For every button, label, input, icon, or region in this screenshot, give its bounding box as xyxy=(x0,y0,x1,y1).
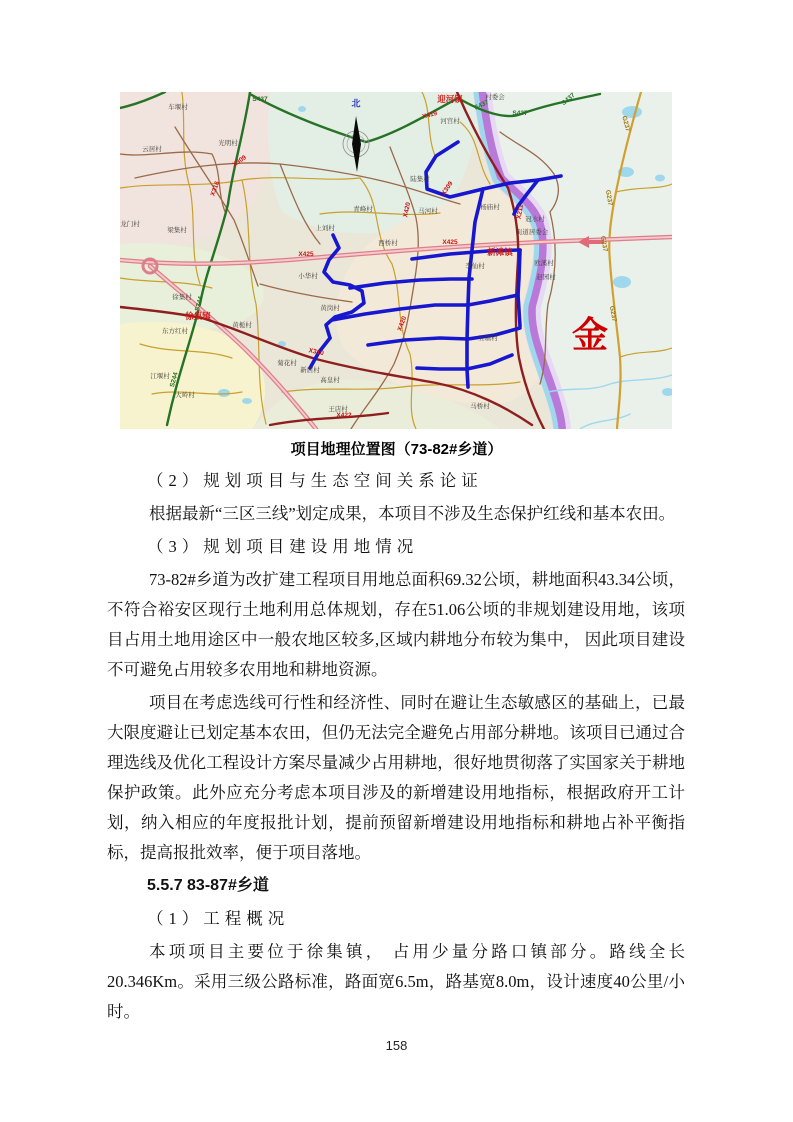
map-label: 金 xyxy=(571,315,609,355)
heading-eco-space-relation: （2）规划项目与生态空间关系论证 xyxy=(147,471,483,490)
map-label: S437 xyxy=(560,92,577,107)
map-label: 小华村 xyxy=(298,272,318,280)
map-label: 大岭村 xyxy=(175,391,195,399)
map-label: 东方红村 xyxy=(162,327,188,335)
map-label: 高皇村 xyxy=(320,376,340,384)
map-label: 车堰村 xyxy=(168,103,188,111)
map-label: 王店村 xyxy=(328,405,348,413)
map-label: X309 xyxy=(231,154,248,169)
map-label: G237 xyxy=(607,305,618,323)
map-label: X310 xyxy=(308,347,325,358)
map-label: 马河村 xyxy=(418,207,438,215)
map-label: 梁集村 xyxy=(167,226,187,234)
map-label: X422 xyxy=(336,411,352,419)
para-land-use-1: 73-82#乡道为改扩建工程项目用地总面积69.32公顷，耕地面积43.34公顷，不符合裕安区现行土地利用总体规划，存在51.06公顷的非规划建设用地，该项目占用土地用途区中一般农地区较多,区域内耕地分布较为集中， 因此项目建设不可避免占用较多农用地和耕地资源。 xyxy=(107,570,685,679)
map-label: S244 xyxy=(193,295,205,313)
para-project-overview: 本项项目主要位于徐集镇， 占用少量分路口镇部分。路线全长20.346Km。采用三级公路标准，路面宽6.5m，路基宽8.0m，设计速度40公里/小时。 xyxy=(107,942,685,1021)
heading-construction-land: （3）规划项目建设用地情况 xyxy=(147,537,419,556)
document-body xyxy=(107,466,685,1027)
map-label: X420 xyxy=(402,201,413,218)
map-label: 新滩镇 xyxy=(487,246,513,257)
map-label: X316 xyxy=(209,180,222,198)
map-label: X309 xyxy=(440,180,455,197)
map-label: X420 xyxy=(396,315,409,333)
map-label: 迎河镇 xyxy=(437,93,463,104)
map-label: 青峰村 xyxy=(353,205,373,213)
map-label: 马桥村 xyxy=(470,402,490,410)
map-label: S244 xyxy=(168,371,180,389)
map-label: X425 xyxy=(442,238,458,246)
map-label: S437 xyxy=(473,98,491,112)
map-label: 赵园村 xyxy=(536,273,556,281)
map-label: X211 xyxy=(515,203,525,220)
heading-project-overview: （1）工程概况 xyxy=(147,909,290,928)
map-label: 杨庙村 xyxy=(480,203,500,211)
map-label: 村委会 xyxy=(485,93,505,101)
map-label: 黄岗村 xyxy=(320,304,340,312)
map-label: 欧溪村 xyxy=(534,259,554,267)
para-eco-space: 根据最新“三区三线”划定成果，本项目不涉及生态保护红线和基本农田。 xyxy=(149,504,676,523)
map-label: 李仙村 xyxy=(465,262,485,270)
map-label: S437 xyxy=(252,95,268,103)
map-label: 徐集镇 xyxy=(185,310,211,321)
map-label: 江堰村 xyxy=(150,372,170,380)
map-label: 陆集村 xyxy=(410,175,430,183)
map-label: 菊花村 xyxy=(277,359,297,367)
map-label: 冠水村 xyxy=(525,215,545,223)
project-location-map xyxy=(120,92,672,429)
map-label: S437 xyxy=(512,109,528,117)
map-label: X425 xyxy=(298,250,314,258)
page-number: 158 xyxy=(385,1038,408,1053)
para-land-use-2: 项目在考虑选线可行性和经济性、同时在避让生态敏感区的基础上，已最大限度避让已划定基本农田，但仍无法完全避免占用部分耕地。该项目已通过合理选线及优化工程设计方案尽量减少占用耕地，很好地贯彻落了实国家关于耕地保护政策。此外应充分考虑本项目涉及的新增建设用地指标，根据政府开工计划，纳入相应的年度报批计划，提前预留新增建设用地指标和耕地占补平衡指标，提高报批效率，便于项目落地。 xyxy=(107,693,685,862)
map-label: 五塘村 xyxy=(478,334,498,342)
map-label: G237 xyxy=(598,235,609,253)
map-labels-layer xyxy=(120,92,672,429)
map-label: 龙门村 xyxy=(120,220,140,228)
map-label: G237 xyxy=(603,189,614,207)
map-label: 西桥村 xyxy=(378,239,398,247)
heading-5-5-7: 5.5.7 83-87#乡道 xyxy=(147,877,269,894)
map-label: 新店村 xyxy=(300,366,320,374)
map-label: 徐集村 xyxy=(172,293,192,301)
map-label: 上刘村 xyxy=(315,224,335,232)
figure-caption: 项目地理位置图（73-82#乡道） xyxy=(290,441,503,458)
map-label: 街道居委会 xyxy=(515,228,549,236)
map-label: 云居村 xyxy=(142,145,162,153)
map-label: X419 xyxy=(421,109,439,121)
map-label: 北 xyxy=(351,98,361,109)
map-label: G237 xyxy=(620,115,632,133)
map-label: 光明村 xyxy=(218,139,238,147)
map-label: 黄栀村 xyxy=(232,321,252,329)
map-label: 河宫村 xyxy=(440,117,460,125)
